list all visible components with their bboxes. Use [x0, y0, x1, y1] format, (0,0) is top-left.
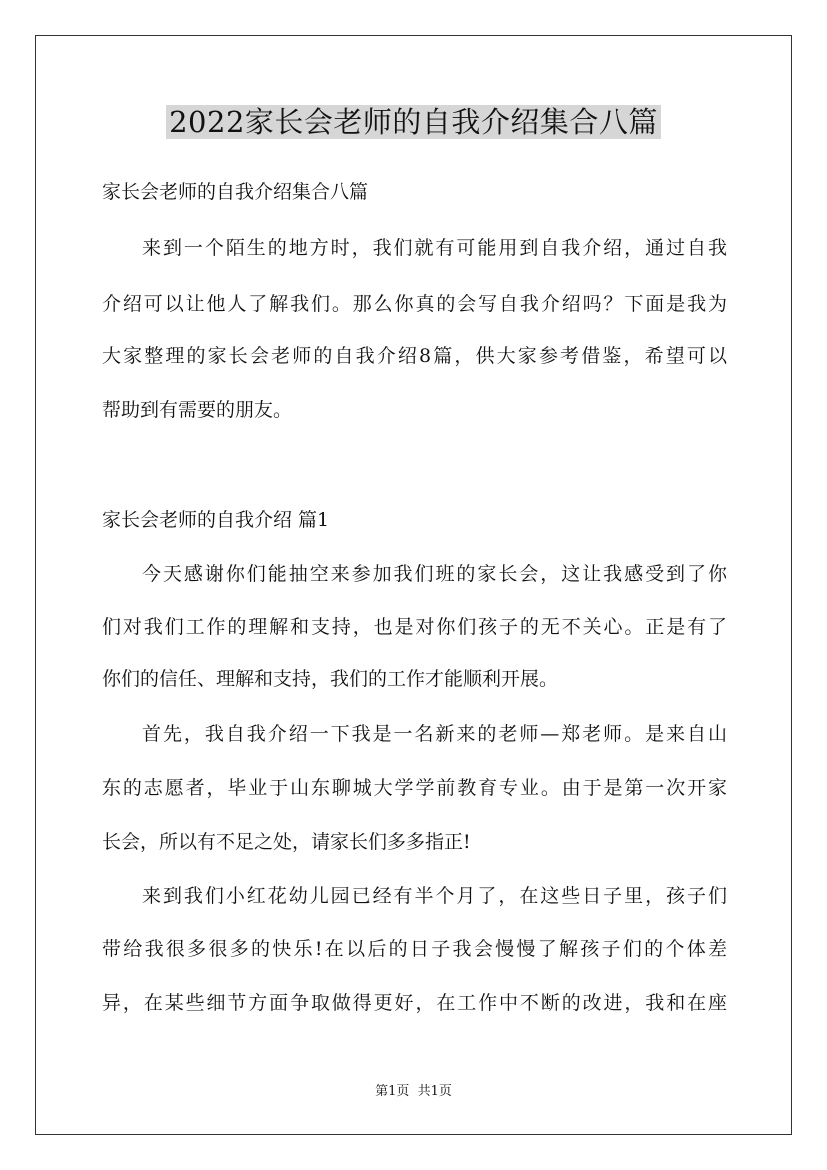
- page-number-footer: 第1页 共1页: [375, 1084, 452, 1099]
- paragraph2-line-1: 首先，我自我介绍一下我是一名新来的老师—郑老师。是来自山: [142, 723, 727, 745]
- paragraph3-line-3: 异，在某些细节方面争取做得更好，在工作中不断的改进，我和在座: [102, 992, 727, 1014]
- paragraph3-line-1: 来到我们小红花幼儿园已经有半个月了，在这些日子里，孩子们: [142, 885, 727, 907]
- section-heading: 家长会老师的自我介绍 篇1: [102, 509, 330, 531]
- intro-line-1: 来到一个陌生的地方时，我们就有可能用到自我介绍，通过自我: [142, 237, 727, 259]
- intro-line-3: 大家整理的家长会老师的自我介绍8篇，供大家参考借鉴，希望可以: [102, 345, 727, 367]
- intro-line-4: 帮助到有需要的朋友。: [102, 399, 293, 421]
- paragraph1-line-2: 们对我们工作的理解和支持，也是对你们孩子的无不关心。正是有了: [102, 616, 727, 638]
- document-subtitle: 家长会老师的自我介绍集合八篇: [102, 181, 369, 203]
- paragraph1-line-3: 你们的信任、理解和支持，我们的工作才能顺利开展。: [102, 668, 559, 690]
- paragraph3-line-2: 带给我很多很多的快乐!在以后的日子我会慢慢了解孩子们的个体差: [102, 938, 727, 960]
- document-title: [0, 100, 827, 144]
- paragraph2-line-3: 长会，所以有不足之处，请家长们多多指正!: [102, 831, 471, 853]
- document-title-text: 2022家长会老师的自我介绍集合八篇: [166, 105, 661, 139]
- paragraph2-line-2: 东的志愿者，毕业于山东聊城大学学前教育专业。由于是第一次开家: [102, 777, 727, 799]
- paragraph1-line-1: 今天感谢你们能抽空来参加我们班的家长会，这让我感受到了你: [142, 563, 727, 585]
- intro-line-2: 介绍可以让他人了解我们。那么你真的会写自我介绍吗？下面是我为: [102, 293, 727, 315]
